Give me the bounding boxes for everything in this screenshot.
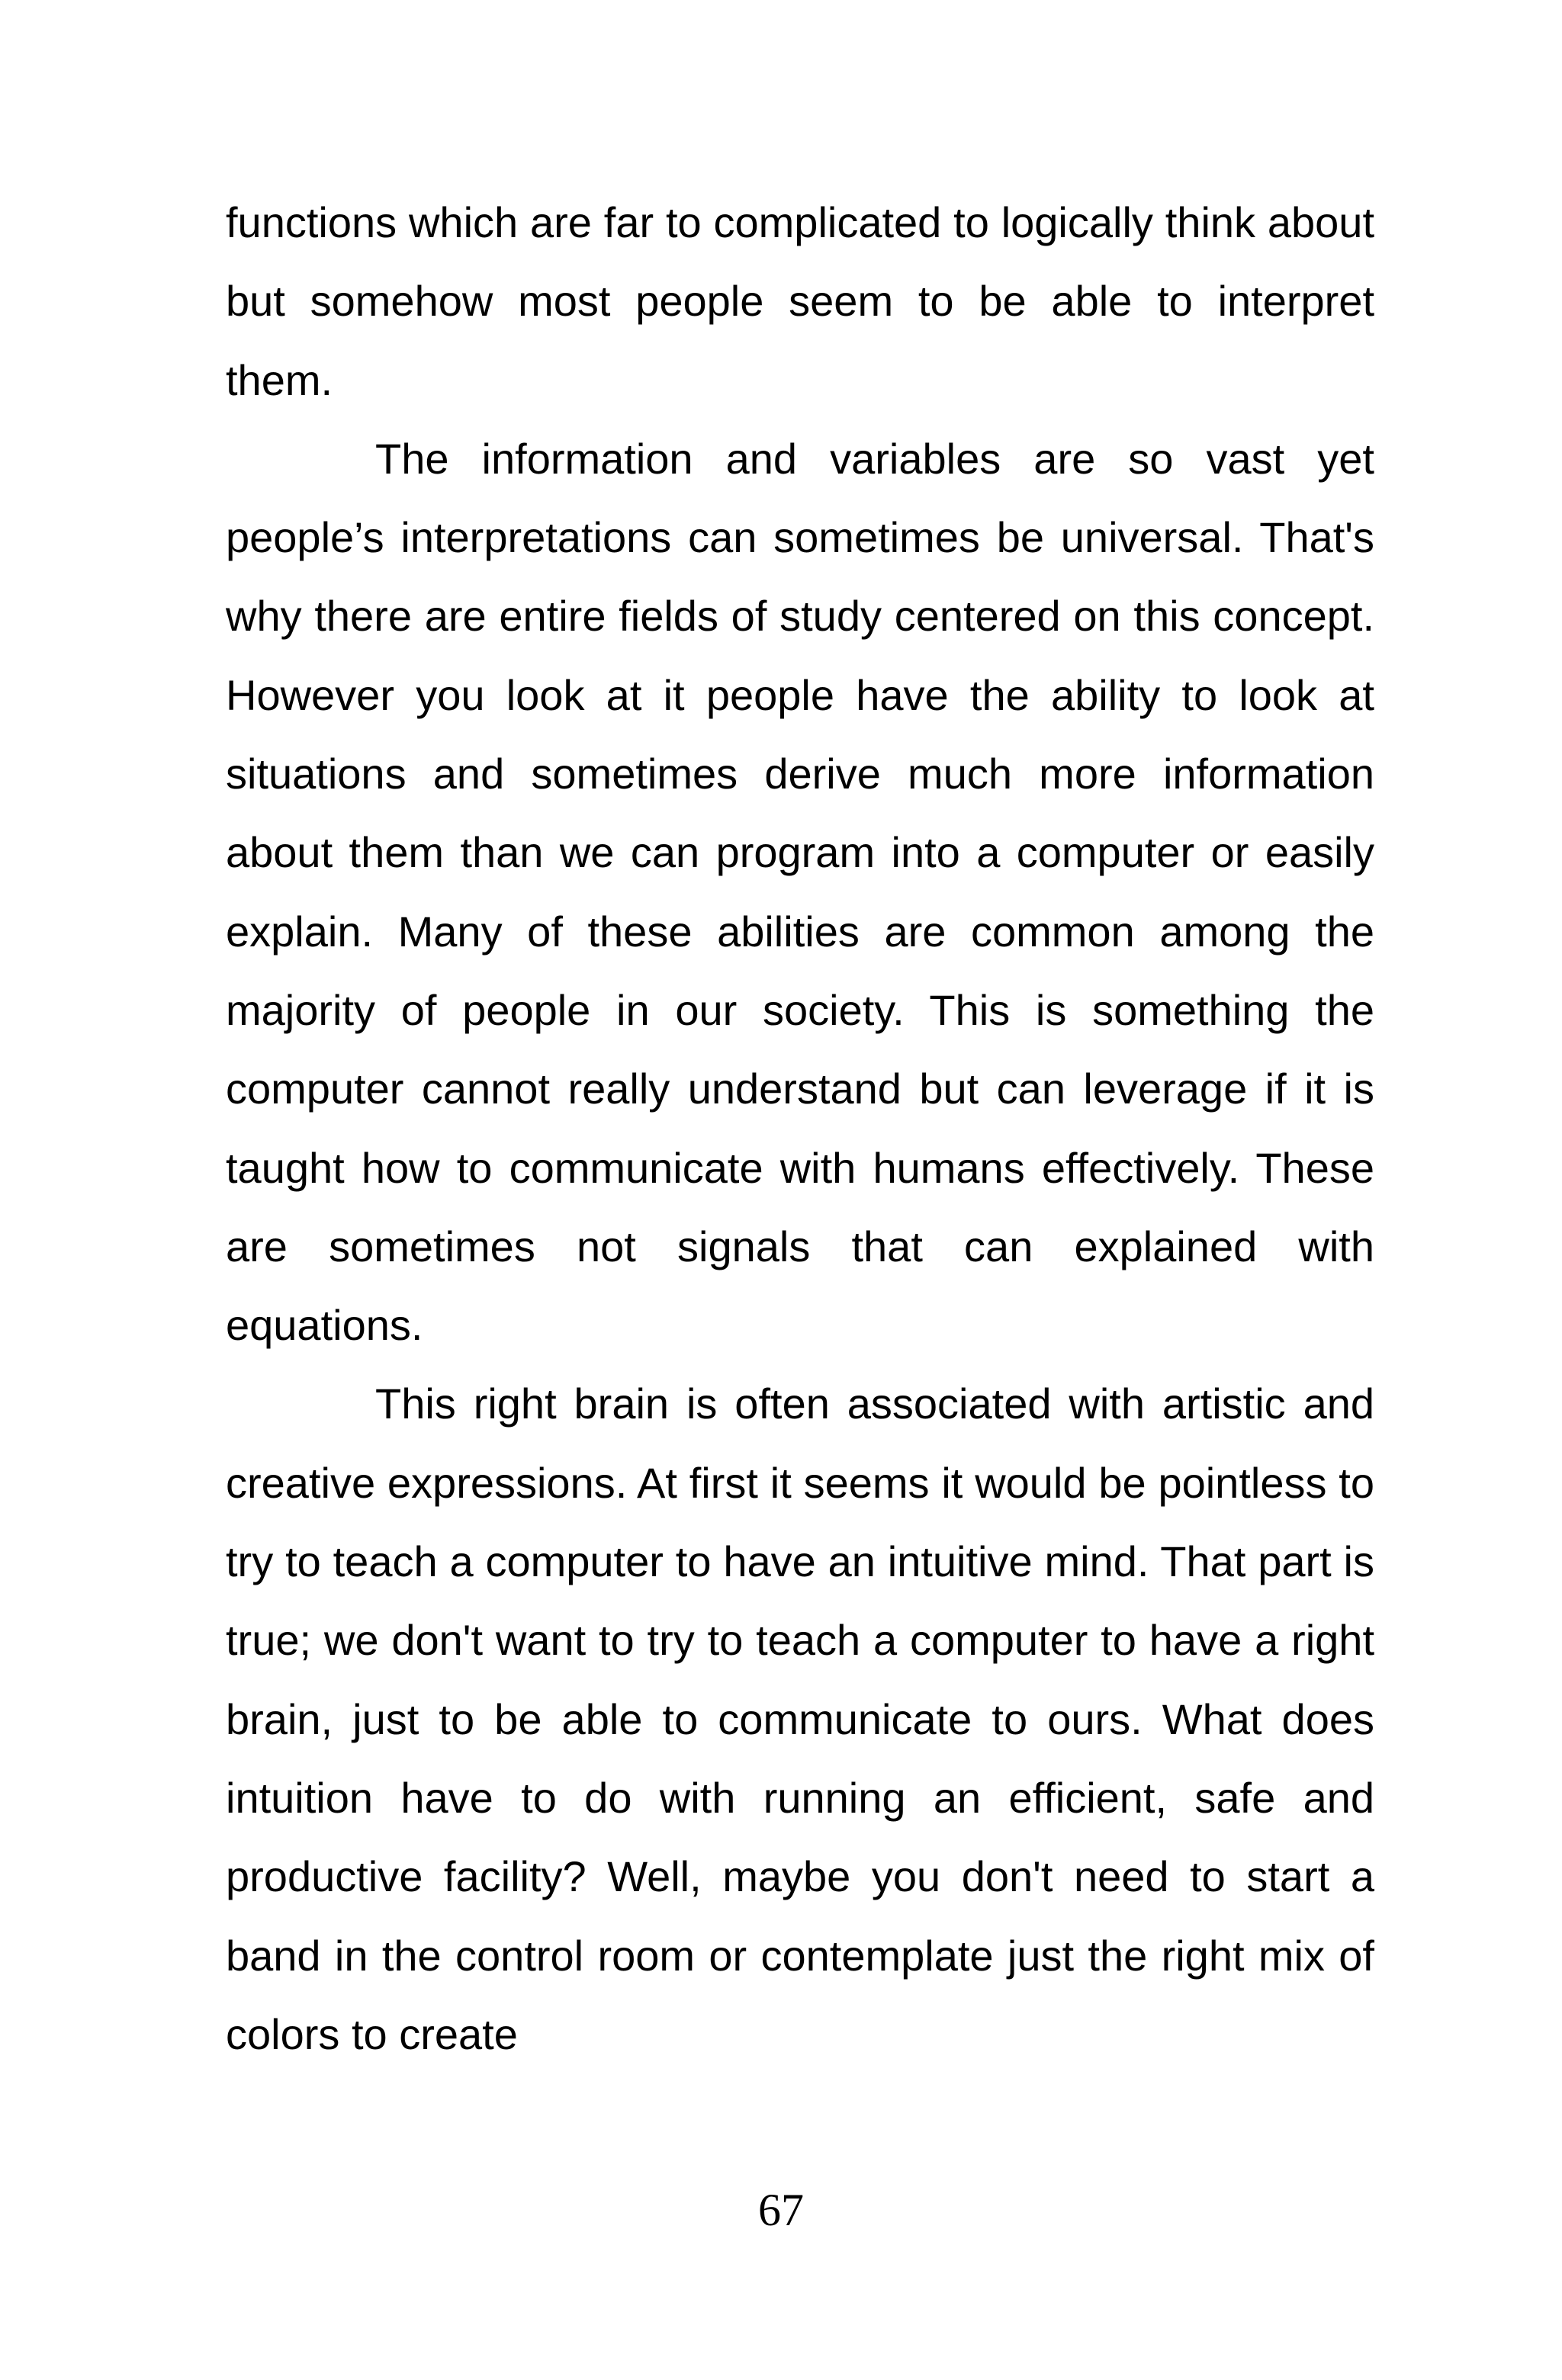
paragraph-3: This right brain is often associated with artistic and creative expressions. At first it seems it would be pointless to try to teach a computer to have an intuitive mind. That part is true; we don't want to try to teach a computer to have a right brain, just to be able to communicate to ours. What does intuition have to do with running an efficient, safe and productive facility? Well, maybe you don't need to start a band in the control room or contemplate just the right mix of colors to create <box>226 1380 1374 2058</box>
paragraph-2: The information and variables are so vast yet people’s interpretations can sometimes be universal. That's why there are entire fields of study centered on this concept. However you look at it people have the ability to look at situations and sometimes derive much more information about them than we can program into a computer or easily explain. Many of these abilities are common among the majority of people in our society. This is something the computer cannot really understand but can leverage if it is taught how to communicate with humans effectively. These are sometimes not signals that can explained with equations. <box>226 434 1374 1350</box>
body-text <box>226 183 1374 2073</box>
paragraph-1: functions which are far to complicated to logically think about but somehow most people seem to be able to interpret them. <box>226 198 1374 404</box>
page-number: 67 <box>758 2185 804 2235</box>
